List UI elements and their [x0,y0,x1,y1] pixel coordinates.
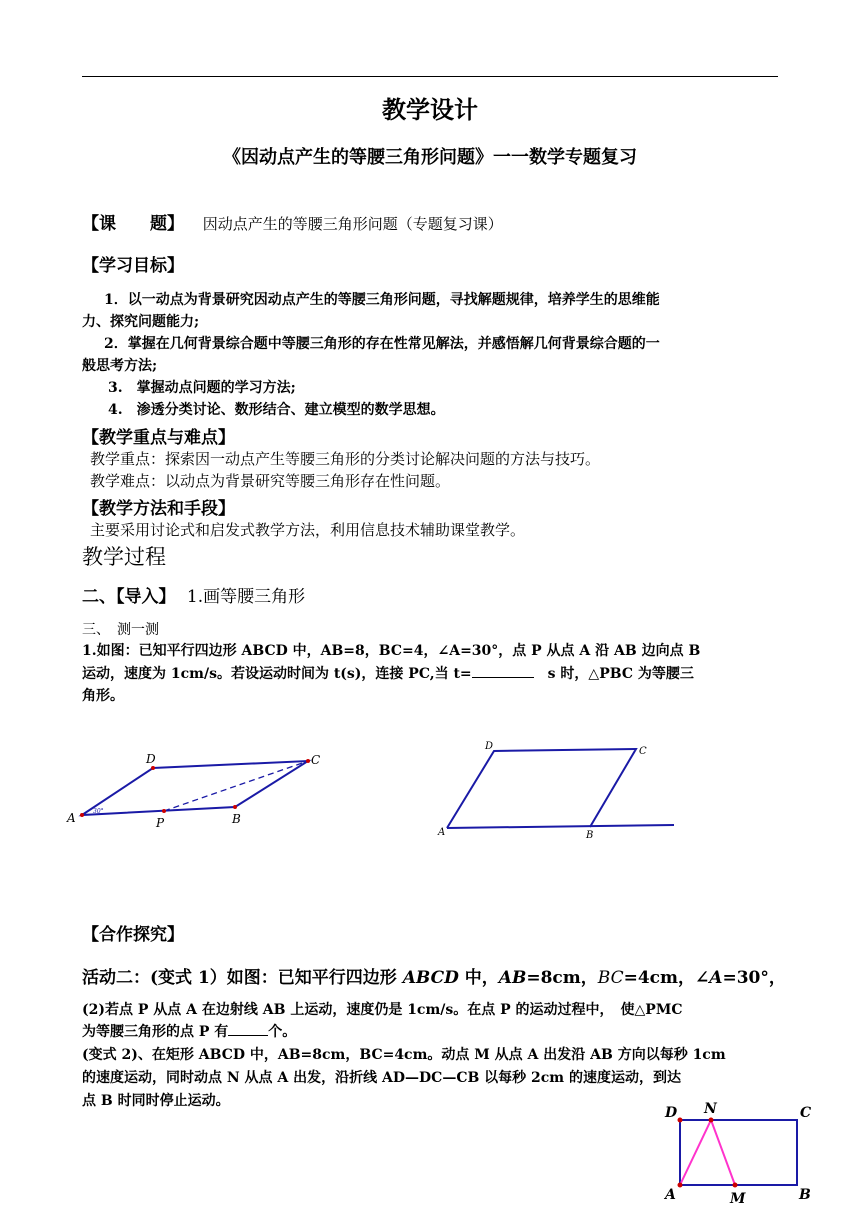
label-a: A [438,827,446,838]
label-b: B [232,812,241,826]
point-d [678,1118,683,1123]
answer-blank-count[interactable] [228,1021,268,1036]
variant-2-line-2: 的速度运动，同时动点 N 从点 A 出发，沿折线 AD—DC—CB 以每秒 2cm 的速度运动，到达 [82,1070,681,1086]
goal-line-4: 般思考方法; [82,358,158,374]
page-subtitle: 《因动点产生的等腰三角形问题》一一数学专题复习 [223,147,637,168]
test-label: 三、 测一测 [82,622,159,638]
point-n [709,1118,714,1123]
parallelogram-abcd [82,761,308,815]
label-a: A [67,811,76,825]
goals-heading: 【学习目标】 [82,256,184,276]
activity-2-a: A [709,968,723,988]
goal-line-1: 1．以一动点为背景研究因动点产生的等腰三角形问题，寻找解题规律，培养学生的思维能 [104,292,660,308]
point-d [151,766,155,770]
question-2-text-b: 个。 [268,1024,297,1040]
activity-2-bc: BC [597,968,624,988]
label-a: A [665,1187,676,1203]
activity-2-text-c: 中， [458,968,499,988]
point-a [678,1183,683,1188]
intro-row [82,582,305,607]
activity-2-text: 活动二：(变式 1）如图：已知平行四边形 [82,968,403,988]
key-point-text: 教学重点：探索因一动点产生等腰三角形的分类讨论解决问题的方法与技巧。 [90,450,601,468]
point-p [162,809,166,813]
header-rule [82,76,778,77]
point-a [80,813,84,817]
activity-2-text-i: =30°， [722,968,786,988]
label-c: C [639,746,647,757]
methods-heading: 【教学方法和手段】 [82,499,235,519]
figure-1-parallelogram [60,745,340,835]
label-m: M [730,1191,746,1207]
topic-label: 【课 题】 [82,214,184,234]
figure-2-parallelogram [432,738,682,842]
point-b [233,805,237,809]
activity-2-line [82,963,786,988]
goal-line-3: 2．掌握在几何背景综合题中等腰三角形的存在性常见解法，并感悟解几何背景综合题的一 [104,336,660,352]
question-1-line-3: 角形。 [82,688,124,704]
question-1-text-b: s 时，△PBC 为等腰三 [547,666,694,682]
intro-label: 二、【导入】 [82,587,176,607]
difficulty-text: 教学难点：以动点为背景研究等腰三角形存在性问题。 [90,472,451,490]
topic-value: 因动点产生的等腰三角形问题（专题复习课） [202,215,503,233]
label-p: P [156,816,165,830]
question-2-line-1: (2)若点 P 从点 A 在边射线 AB 上运动，速度仍是 1cm/s。在点 P 的运动过程中， 使△PMC [82,1002,683,1018]
triangle-amn [680,1120,735,1185]
page-title: 教学设计 [382,95,478,124]
rectangle-abcd [680,1120,797,1185]
activity-2-text-e: =8cm， [526,968,598,988]
variant-2-line-1: (变式 2)、在矩形 ABCD 中，AB=8cm，BC=4cm。动点 M 从点 A 出发沿 AB 方向以每秒 1cm [82,1047,726,1063]
label-c: C [800,1105,812,1121]
label-b: B [799,1187,811,1203]
question-2-line-2 [82,1021,296,1041]
activity-2-text-g: =4cm，∠ [623,968,710,988]
segment-pc [164,761,308,811]
label-d: D [485,741,494,752]
question-1-line-2 [82,663,694,683]
figure-3-rectangle [660,1095,820,1207]
topic-row [82,209,503,234]
question-2-text-a: 为等腰三角形的点 P 有 [82,1024,229,1040]
goal-line-5: 3. 掌握动点问题的学习方法; [108,380,296,396]
label-angle: 30° [93,808,104,815]
goal-line-2: 力、探究问题能力; [82,314,200,330]
intro-text: 1.画等腰三角形 [186,587,306,607]
activity-2-abcd: ABCD [402,968,459,988]
question-1-text-a: 运动，速度为 1cm/s。若设运动时间为 t(s)，连接 PC,当 t= [82,666,472,682]
answer-blank-t[interactable] [472,663,534,678]
goal-line-6: 4. 渗透分类讨论、数形结合、建立模型的数学思想。 [108,402,445,418]
activity-2-ab: AB [498,968,527,988]
label-c: C [311,753,321,767]
process-heading: 教学过程 [82,545,166,569]
label-b: B [586,830,594,841]
parallelogram-sides [447,749,636,828]
label-n: N [704,1101,717,1117]
ray-ab [447,825,674,828]
label-d: D [146,752,156,766]
label-d: D [665,1105,678,1121]
coop-heading: 【合作探究】 [82,925,184,945]
key-points-heading: 【教学重点与难点】 [82,428,235,448]
methods-text: 主要采用讨论式和启发式教学方法，利用信息技术辅助课堂教学。 [90,521,526,539]
point-m [733,1183,738,1188]
variant-2-line-3: 点 B 时同时停止运动。 [82,1093,230,1109]
point-c [306,759,310,763]
question-1-line-1: 1.如图：已知平行四边形 ABCD 中，AB=8，BC=4，∠A=30°，点 P 从点 A 沿 AB 边向点 B [82,643,701,659]
